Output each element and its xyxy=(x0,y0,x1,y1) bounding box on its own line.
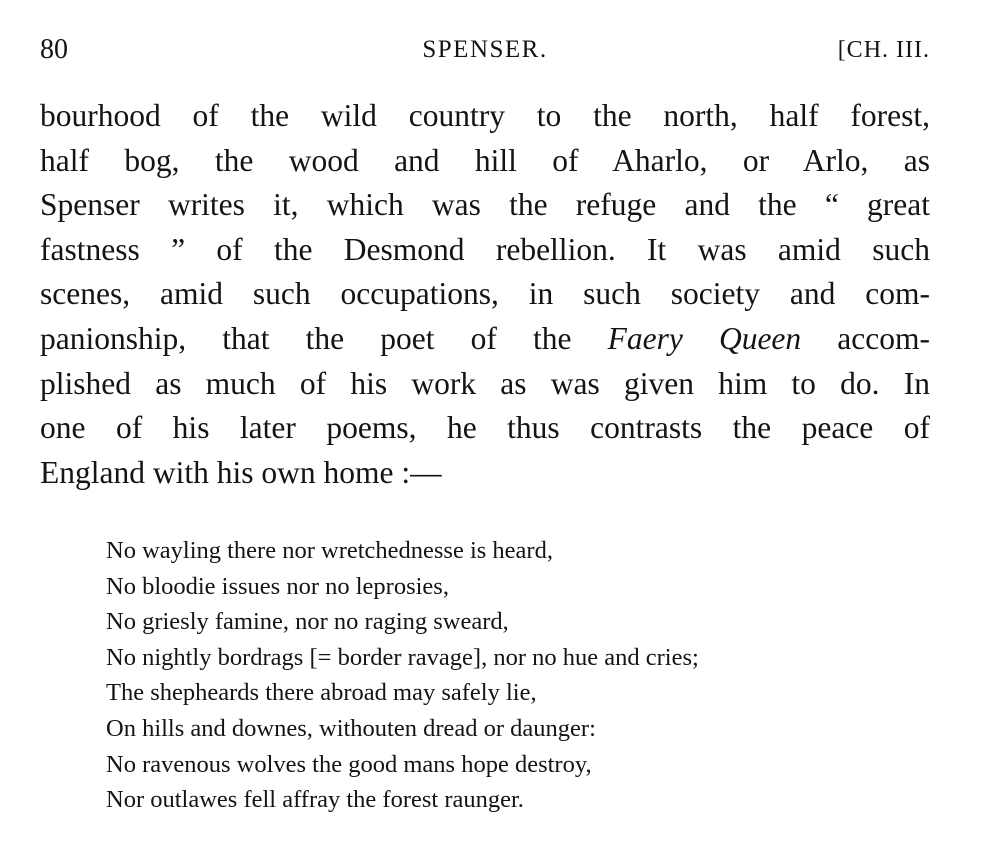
prose-line: fastness ” of the Desmond rebellion. It was amid such xyxy=(40,231,930,267)
verse-line: No wayling there nor wretchednesse is heard, xyxy=(106,537,553,564)
running-head xyxy=(40,30,930,70)
prose-line: half bog, the wood and hill of Aharlo, or Arlo, as xyxy=(40,142,930,178)
prose-line: scenes, amid such occupations, in such society and com- xyxy=(40,276,930,312)
verse-line: Nor outlawes fell affray the forest raunger. xyxy=(106,786,524,814)
prose-line: England with his own home :— xyxy=(40,454,442,490)
verse-line: No bloodie issues nor no leprosies, xyxy=(106,572,449,600)
prose-segment: panionship, that the poet of the xyxy=(40,320,608,356)
prose-line: one of his later poems, he thus contrasts the peace of xyxy=(40,410,930,446)
page-number: 80 xyxy=(40,34,68,65)
prose-line xyxy=(40,317,930,362)
italic-title: Faery Queen xyxy=(607,320,802,356)
prose-line: Spenser writes it, which was the refuge and the “ great xyxy=(40,187,930,223)
prose-segment: accom- xyxy=(801,320,930,356)
verse-line: No nightly bordrags [= border ravage], nor no hue and cries; xyxy=(106,643,699,671)
prose-line: plished as much of his work as was given him to do. In xyxy=(40,365,930,401)
prose-paragraph xyxy=(40,94,930,495)
verse-line: On hills and downes, withouten dread or daunger: xyxy=(106,714,596,742)
verse-line: No griesly famine, nor no raging sweard, xyxy=(106,608,509,636)
chapter-reference: [CH. III. xyxy=(837,37,930,63)
verse-line: The shepheards there abroad may safely lie, xyxy=(106,679,537,707)
verse-line: No ravenous wolves the good mans hope destroy, xyxy=(106,750,592,778)
verse-quotation xyxy=(106,533,936,818)
running-title: SPENSER. xyxy=(422,36,548,63)
prose-line: bourhood of the wild country to the north, half forest, xyxy=(40,98,930,133)
